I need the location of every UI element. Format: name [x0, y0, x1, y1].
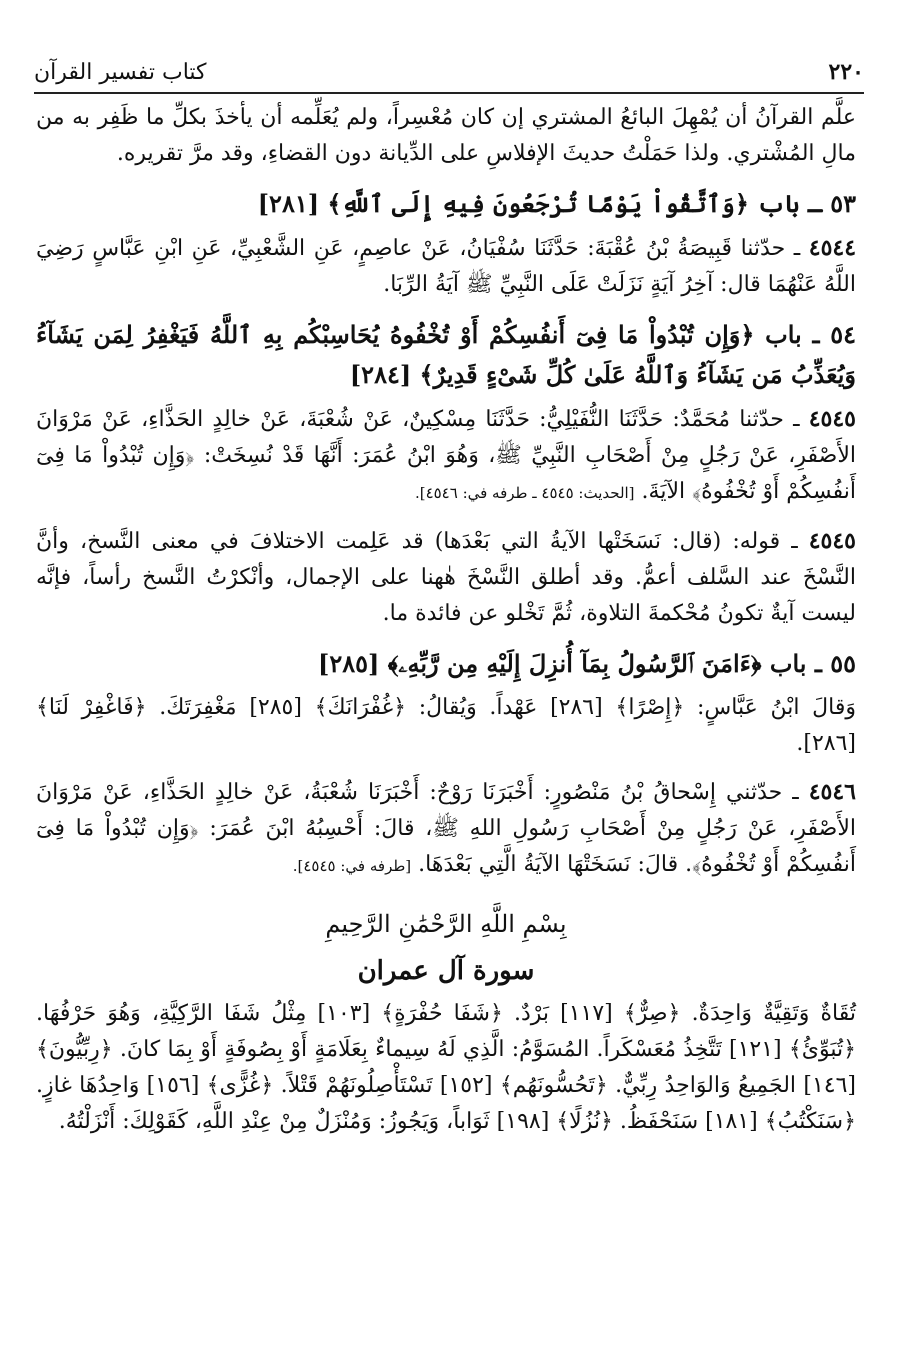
hadith-reference: [طرفه في: ٤٥٤٥].	[292, 857, 412, 875]
hadith-4546	[36, 774, 856, 884]
page-body	[36, 100, 856, 1150]
hadith-4544	[36, 230, 856, 303]
book-title: كتاب تفسير القرآن	[34, 59, 207, 85]
commentary-4545	[36, 523, 856, 632]
page-header	[34, 52, 864, 92]
header-rule	[34, 92, 864, 94]
hadith-number: ٤٥٤٥	[808, 406, 856, 432]
page-number: ٢٢٠	[828, 59, 864, 85]
hadith-reference: [الحديث: ٤٥٤٥ ـ طرفه في: ٤٥٤٦].	[414, 484, 635, 502]
hadith-text: ـ حدّثنا قَبِيصَةُ بْنُ عُقْبَةَ: حَدَّثَنَا سُفْيَانُ، عَنْ عاصِمٍ، عَنِ الشَّعْبِيِّ، عَنِ ابْنِ عَبَّاسٍ رَضِيَ اللَّهُ عَنْهُمَا قال: آخِرُ آيَةٍ نَزَلَتْ عَلَى النَّبِيِّ ﷺ آيَةُ الرِّبَا.	[36, 236, 856, 297]
opening-paragraph: علَّم القرآنُ أن يُمْهِلَ البائعُ المشتري إن كان مُعْسِراً، ولم يُعَلِّمه أن يأخذَ بكلِّ ما ظَفِر به من مالِ المُشْتري. ولذا حَمَلْتُ حديثَ الإفلاسِ على الدِّيانة دون القضاءِ، وقد مرَّ تقريره.	[36, 105, 856, 166]
hadith-text: ـ حدّثني إِسْحاقُ بْنُ مَنْصُورٍ: أَخْبَرَنَا رَوْحٌ: أَخْبَرَنَا شُعْبَةُ، عَنْ خالِدٍ الحَذَّاءِ، عَنْ مَرْوَانَ الأَصْفَرِ، عَنْ رَجُلٍ مِنْ أَصْحَابِ رَسُولِ اللهِ ﷺ، قالَ: أَحْسِبُهُ ابْنَ عُمَرَ: ﴿وَإِن تُبْدُواْ مَا فِىٓ أَنفُسِكُمْ أَوْ تُخْفُوهُ﴾. قالَ: نَسَخَتْهَا الآيَةُ الَّتِي بَعْدَهَا.	[36, 780, 856, 877]
surah-glossary: تُقَاةٌ وَتَقِيَّةٌ وَاحِدَةٌ. ﴿صِرٌّ﴾ [١١٧] بَرْدٌ. ﴿شَفَا حُفْرَةٍ﴾ [١٠٣] مِثْلُ شَفَا الرَّكِيَّةِ، وَهُوَ حَرْفُهَا. ﴿تُبَوِّئُ﴾ [١٢١] تَتَّخِذُ مُعَسْكَراً. المُسَوَّمُ: الَّذِي لَهُ سِيماءٌ بِعَلَامَةٍ أَوْ بِصُوفَةٍ أَوْ بِمَا كانَ. ﴿رِبِّيُّونَ﴾ [١٤٦] الجَمِيعُ وَالوَاحِدُ رِبِّيٌّ. ﴿تَحُسُّونَهُم﴾ [١٥٢] تَسْتَأْصِلُونَهُمْ قَتْلاً. ﴿غُزًّى﴾ [١٥٦] وَاحِدُهَا غازٍ. ﴿سَنَكْتُبُ﴾ [١٨١] سَنَحْفَظُ. ﴿نُزُلًا﴾ [١٩٨] ثَوَاباً، وَيَجُوزُ: وَمُنْزَلٌ مِنْ عِنْدِ اللَّهِ، كَقَوْلِكَ: أَنْزَلْتُهُ.	[36, 1001, 856, 1134]
hadith-number: ٤٥٤٤	[808, 235, 857, 261]
hadith-4545	[36, 401, 856, 511]
chapter-heading-53: ٥٣ ـ باب ﴿وَٱتَّقُواْ يَوْمًا تُرْجَعُونَ فِيهِ إِلَى ٱللَّهِ﴾ [٢٨١]	[257, 189, 856, 218]
chapter-heading-54: ٥٤ ـ باب ﴿وَإِن تُبْدُواْ مَا فِىٓ أَنفُسِكُمْ أَوْ تُخْفُوهُ يُحَاسِبْكُم بِهِ ٱللَّهُ فَيَغْفِرُ لِمَن يَشَآءُ وَيُعَذِّبُ مَن يَشَآءُ وَٱللَّهُ عَلَىٰ كُلِّ شَىْءٍ قَدِيرٌ﴾ [٢٨٤]	[36, 320, 856, 389]
commentary-text: ـ قوله: (قال: نَسَخَتْها الآيةُ التي بَعْدَها) قد عَلِمت الاختلافَ في معنى النَّسخ، وأنَّ النَّسْخَ عند السَّلف أعمُّ. وقد أطلق النَّسْخَ هٰهنا على الإجمال، وأنْكرْتُ النَّسخ رأساً، فإنَّه ليست آيةٌ تكونُ مُحْكمةَ التلاوة، ثُمَّ تَخْلو عن فائدة ما.	[36, 529, 856, 626]
hadith-text: ـ حدّثنا مُحَمَّدٌ: حَدَّثَنَا النُّفَيْلِيُّ: حَدَّثَنَا مِسْكِينٌ، عَنْ شُعْبَةَ، عَنْ خالِدٍ الحَذَّاءِ، عَنْ مَرْوَانَ الأَصْفَرِ، عَنْ رَجُلٍ مِنْ أَصْحَابِ النَّبِيِّ ﷺ، وَهُوَ ابْنُ عُمَرَ: أَنَّهَا قَدْ نُسِخَتْ: ﴿وَإِن تُبْدُواْ مَا فِىٓ أَنفُسِكُمْ أَوْ تُخْفُوهُ﴾ الآيَةَ.	[36, 407, 856, 504]
basmala: بِسْمِ اللَّهِ الرَّحْمَٰنِ الرَّحِيمِ	[325, 910, 567, 938]
surah-title: سورة آل عمران	[357, 956, 535, 986]
commentary-number: ٤٥٤٥	[808, 528, 856, 554]
ibn-abbas-note: وَقالَ ابْنُ عَبَّاسٍ: ﴿إِصْرًا﴾ [٢٨٦] عَهْداً. وَيُقالُ: ﴿غُفْرَانَكَ﴾ [٢٨٥] مَغْفِرَتَكَ. ﴿فَاغْفِرْ لَنَا﴾ [٢٨٦].	[36, 695, 856, 756]
hadith-number: ٤٥٤٦	[808, 779, 856, 805]
chapter-heading-55: ٥٥ ـ باب ﴿ءَامَنَ ٱلرَّسُولُ بِمَآ أُنزِلَ إِلَيْهِ مِن رَّبِّهِۦ﴾ [٢٨٥]	[317, 649, 856, 678]
